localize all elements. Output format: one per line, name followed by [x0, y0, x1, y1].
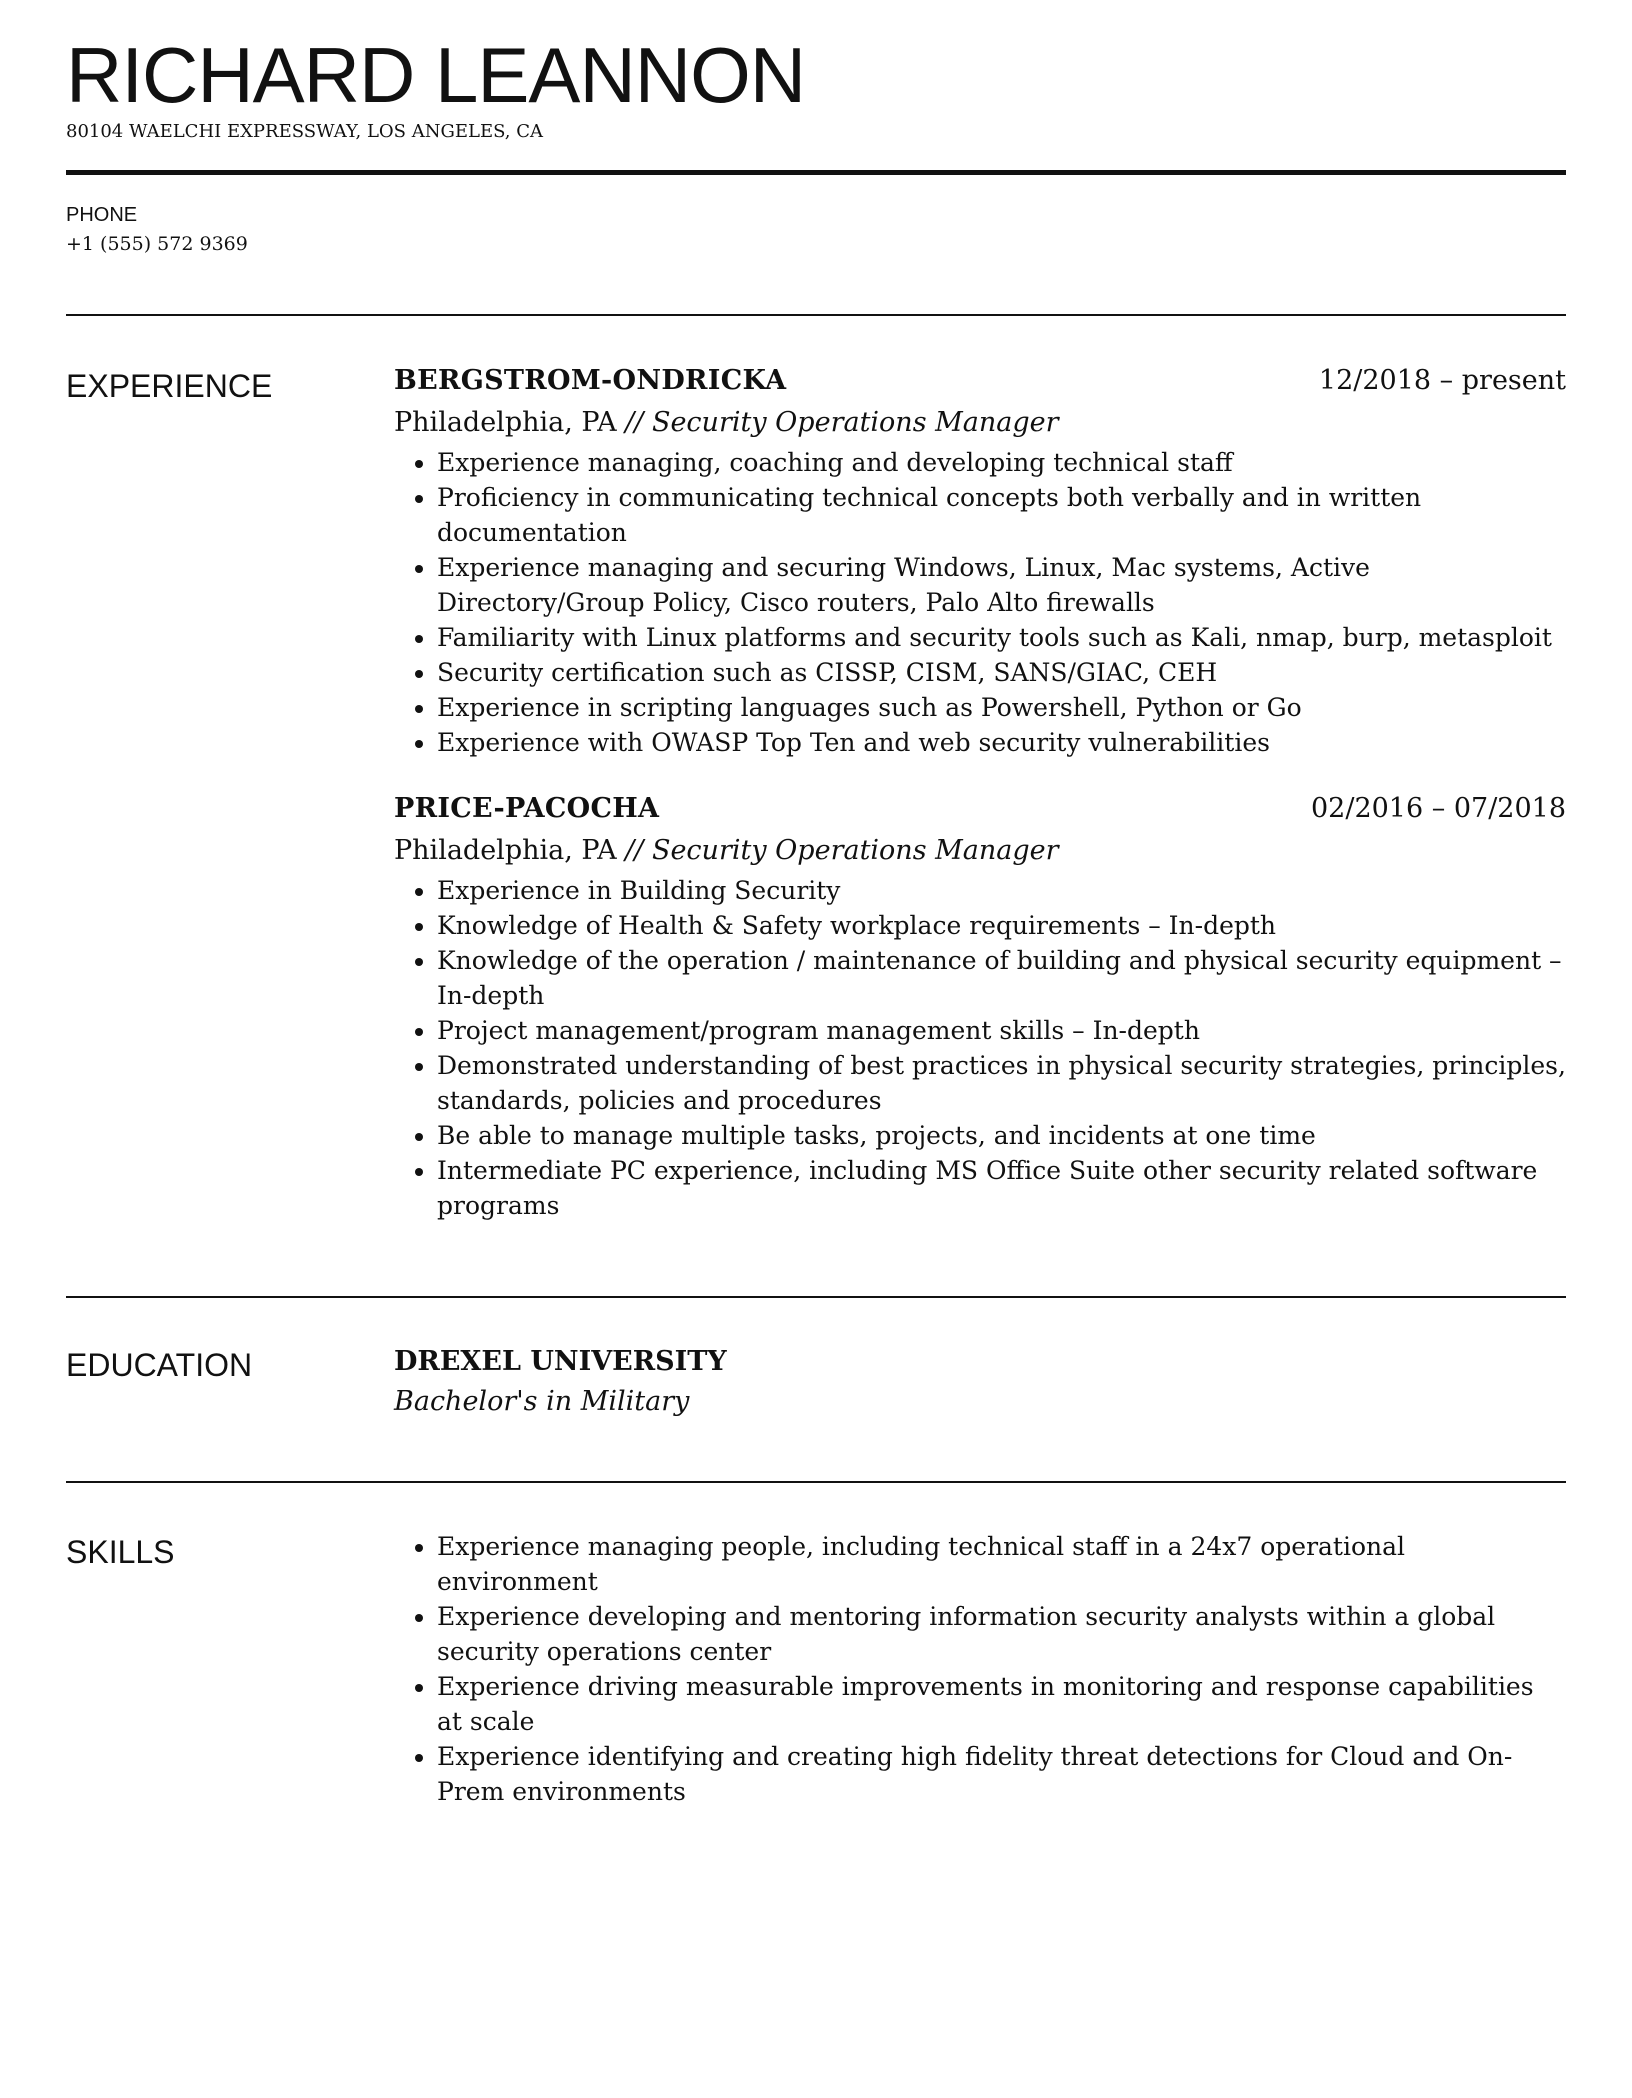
job-location: Philadelphia, PA — [394, 407, 617, 438]
job-subtitle — [394, 403, 1566, 443]
job-location: Philadelphia, PA — [394, 835, 617, 866]
job-bullet: • Intermediate PC experience, including MS Office Suite other security related software programs — [437, 1153, 1566, 1223]
job-dates: 12/2018 – present — [1318, 365, 1566, 396]
skills-entry — [394, 1529, 1566, 1809]
job-bullet-list — [394, 873, 1566, 1223]
job-bullet: • Experience in scripting languages such as Powershell, Python or Go — [437, 690, 1566, 725]
job-bullet: • Project management/program management skills – In-depth — [437, 1013, 1566, 1048]
job-bullet: • Be able to manage multiple tasks, projects, and incidents at one time — [437, 1118, 1566, 1153]
candidate-address: 80104 WAELCHI EXPRESSWAY, LOS ANGELES, CA — [66, 121, 543, 142]
job-bullet: • Experience with OWASP Top Ten and web security vulnerabilities — [437, 725, 1566, 760]
job-bullet-list — [394, 445, 1566, 760]
skill-item: • Experience identifying and creating high fidelity threat detections for Cloud and On-Prem environments — [437, 1739, 1566, 1809]
experience-heading: EXPERIENCE — [66, 368, 273, 404]
experience-entry — [394, 791, 1566, 1223]
skills-list — [394, 1529, 1566, 1809]
degree-name: Bachelor's in Military — [394, 1386, 690, 1417]
skills-heading: SKILLS — [66, 1534, 175, 1570]
company-name: PRICE-PACOCHA — [394, 793, 660, 824]
experience-divider — [66, 1296, 1566, 1298]
phone-label: PHONE — [66, 204, 138, 226]
job-separator: // — [616, 835, 652, 866]
company-name: BERGSTROM-ONDRICKA — [394, 365, 787, 396]
job-dates: 02/2016 – 07/2018 — [1311, 793, 1566, 824]
job-header — [394, 791, 1566, 831]
education-heading: EDUCATION — [66, 1347, 253, 1383]
job-title: Security Operations Manager — [651, 407, 1059, 438]
job-bullet: • Security certification such as CISSP, CISM, SANS/GIAC, CEH — [437, 655, 1566, 690]
school-name: DREXEL UNIVERSITY — [394, 1346, 727, 1377]
job-separator: // — [616, 407, 652, 438]
education-divider — [66, 1481, 1566, 1483]
experience-entry — [394, 363, 1566, 760]
job-title: Security Operations Manager — [651, 835, 1059, 866]
skill-item: • Experience developing and mentoring information security analysts within a global security operations center — [437, 1599, 1566, 1669]
skill-item: • Experience managing people, including technical staff in a 24x7 operational environment — [437, 1529, 1566, 1599]
job-bullet: • Proficiency in communicating technical concepts both verbally and in written documentation — [437, 480, 1566, 550]
job-bullet: • Experience managing and securing Windows, Linux, Mac systems, Active Directory/Group Policy, Cisco routers, Palo Alto firewalls — [437, 550, 1566, 620]
job-bullet: • Demonstrated understanding of best practices in physical security strategies, principles, standards, policies and procedures — [437, 1048, 1566, 1118]
header-divider — [66, 170, 1566, 175]
skill-item: • Experience driving measurable improvements in monitoring and response capabilities at scale — [437, 1669, 1566, 1739]
job-bullet: • Knowledge of the operation / maintenance of building and physical security equipment – In-depth — [437, 943, 1566, 1013]
job-header — [394, 363, 1566, 403]
job-bullet: • Familiarity with Linux platforms and security tools such as Kali, nmap, burp, metasploit — [437, 620, 1566, 655]
phone-value: +1 (555) 572 9369 — [66, 233, 248, 255]
job-bullet: • Knowledge of Health & Safety workplace requirements – In-depth — [437, 908, 1566, 943]
job-bullet: • Experience in Building Security — [437, 873, 1566, 908]
job-bullet: • Experience managing, coaching and developing technical staff — [437, 445, 1566, 480]
job-subtitle — [394, 831, 1566, 871]
education-entry — [394, 1342, 1566, 1422]
candidate-name: RICHARD LEANNON — [66, 31, 806, 119]
contact-divider — [66, 314, 1566, 316]
